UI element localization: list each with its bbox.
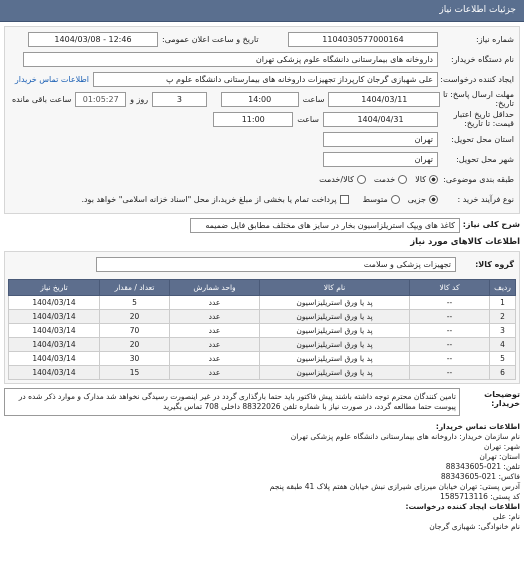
table-cell: عدد	[170, 366, 260, 380]
deadline-date-field: 1404/03/11	[328, 92, 440, 107]
page-header	[0, 0, 524, 22]
validity-label: حداقل تاریخ اعتبار قیمت: تا تاریخ:	[453, 110, 514, 128]
buyer-row	[8, 50, 516, 68]
goods-table-header	[9, 280, 516, 296]
table-cell: 15	[100, 366, 170, 380]
buyer-notes-field: تامین کنندگان محترم توجه داشته باشند پیش فاکتور باید حتما بارگذاری گردد در غیر اینصورت رسیدگی نخواهد شد مدارک و موارد ذکر شده در پیوست حتما مطالعه گردد، در صورت نیاز با شماره تلفن 88322026 داخلی 708 تماس بگیرید	[4, 388, 460, 416]
table-cell: 4	[490, 338, 516, 352]
table-cell: 1404/03/14	[9, 324, 100, 338]
table-cell: پد یا ورق استریلیزاسیون	[260, 366, 410, 380]
table-cell: پد یا ورق استریلیزاسیون	[260, 310, 410, 324]
table-cell: 20	[100, 310, 170, 324]
contact-line: نام سازمان خریدار: داروخانه های بیمارستانی دانشگاه علوم پزشکی تهران	[290, 432, 520, 441]
deadline-row	[8, 90, 516, 108]
goods-table	[8, 279, 516, 380]
buyer-contact-info	[4, 422, 520, 532]
table-cell: --	[410, 352, 490, 366]
contact-line: استان: تهران	[479, 452, 520, 461]
table-cell: 70	[100, 324, 170, 338]
need-number-field: 1104030577000164	[288, 32, 438, 47]
col-code: کد کالا	[410, 280, 490, 296]
creator-row	[8, 70, 516, 88]
contact-line: تلفن: 021-88343605	[445, 462, 520, 471]
category-row	[8, 170, 516, 188]
table-cell: 1404/03/14	[9, 338, 100, 352]
table-row	[9, 310, 516, 324]
deadline-time-field: 14:00	[221, 92, 299, 107]
table-cell: 5	[490, 352, 516, 366]
table-cell: 3	[490, 324, 516, 338]
process-row	[8, 190, 516, 208]
table-cell: --	[410, 366, 490, 380]
table-row	[9, 366, 516, 380]
announce-field: 1404/03/08 - 12:46	[28, 32, 158, 47]
process-label: نوع فرآیند خرید :	[457, 194, 514, 204]
table-cell: 1404/03/14	[9, 296, 100, 310]
table-cell: --	[410, 310, 490, 324]
validity-time-field: 11:00	[213, 112, 293, 127]
city-label: شهر محل تحویل:	[456, 154, 514, 164]
buyer-notes-row	[4, 388, 520, 416]
process-option-minor[interactable]: جزیی	[408, 195, 438, 204]
creator-field: علی شهبازی گرجان کارپرداز تجهیزات داروخانه های بیمارستانی دانشگاه علوم پ	[93, 72, 438, 87]
remaining-time-label: ساعت باقی مانده	[11, 94, 72, 104]
table-cell: پد یا ورق استریلیزاسیون	[260, 352, 410, 366]
table-cell: 1404/03/14	[9, 352, 100, 366]
table-cell: عدد	[170, 338, 260, 352]
table-cell: پد یا ورق استریلیزاسیون	[260, 338, 410, 352]
goods-section-title: اطلاعات کالاهای مورد نیاز	[410, 237, 520, 247]
contact-line: نام: علی	[492, 512, 520, 521]
category-option-goods-service[interactable]: کالا/خدمت	[319, 175, 366, 184]
buyer-field: داروخانه های بیمارستانی دانشگاه علوم پزشکی تهران	[23, 52, 438, 67]
table-row	[9, 352, 516, 366]
radio-selected-icon	[429, 175, 438, 184]
buyer-label: نام دستگاه خریدار:	[451, 54, 514, 64]
category-option-goods[interactable]: کالا	[415, 175, 438, 184]
need-summary-field: کاغذ های ویپک استریلزاسیون بخار در سایز های مختلف مطابق فایل ضمیمه	[190, 218, 460, 233]
page-title: جزئیات اطلاعات نیاز	[439, 5, 516, 15]
table-cell: 2	[490, 310, 516, 324]
validity-row	[8, 110, 516, 128]
contact-line: کد پستی: 1585713116	[440, 492, 520, 501]
goods-section	[4, 251, 520, 384]
category-label: طبقه بندی موضوعی:	[443, 174, 514, 184]
table-cell: عدد	[170, 352, 260, 366]
need-number-label: شماره نیاز:	[476, 34, 514, 44]
treasury-payment-checkbox[interactable]: پرداخت تمام یا بخشی از مبلغ خرید،از محل "اسناد خزانه اسلامی" خواهد بود.	[81, 195, 348, 204]
table-row	[9, 324, 516, 338]
col-qty: تعداد / مقدار	[100, 280, 170, 296]
deadline-time-label: ساعت	[302, 94, 325, 104]
contact-line: شهر: تهران	[483, 442, 520, 451]
radio-icon	[391, 195, 400, 204]
need-number-row	[8, 30, 516, 48]
contact-line: نام خانوادگی: شهبازی گرجان	[429, 522, 520, 531]
remaining-time-field: 01:05:27	[75, 92, 126, 107]
deadline-label: مهلت ارسال پاسخ: تا تاریخ:	[442, 90, 514, 108]
radio-selected-icon	[429, 195, 438, 204]
buyer-contact-link[interactable]: اطلاعات تماس خریدار	[14, 74, 89, 84]
province-label: استان محل تحویل:	[451, 134, 514, 144]
city-row	[8, 150, 516, 168]
city-field: تهران	[323, 152, 438, 167]
table-cell: 1	[490, 296, 516, 310]
need-info-section	[4, 26, 520, 214]
table-cell: عدد	[170, 324, 260, 338]
contact-line: آدرس پستی: تهران خیابان میرزای شیرازی نبش خیابان هفتم پلاک 41 طبقه پنجم	[269, 482, 520, 491]
table-row	[9, 296, 516, 310]
table-cell: 1404/03/14	[9, 366, 100, 380]
table-cell: --	[410, 324, 490, 338]
remaining-days-field: 3	[152, 92, 207, 107]
table-row	[9, 338, 516, 352]
table-cell: 30	[100, 352, 170, 366]
table-cell: 1404/03/14	[9, 310, 100, 324]
table-cell: عدد	[170, 310, 260, 324]
category-option-service[interactable]: خدمت	[374, 175, 407, 184]
validity-date-field: 1404/04/31	[323, 112, 438, 127]
goods-group-row	[8, 255, 516, 273]
radio-icon	[398, 175, 407, 184]
contact-line: اطلاعات ایجاد کننده درخواست:	[405, 502, 520, 511]
goods-group-label: گروه کالا:	[475, 259, 514, 269]
table-cell: 5	[100, 296, 170, 310]
table-cell: پد یا ورق استریلیزاسیون	[260, 296, 410, 310]
col-row: ردیف	[490, 280, 516, 296]
remaining-days-label: روز و	[130, 94, 149, 104]
table-cell: عدد	[170, 296, 260, 310]
checkbox-icon	[340, 195, 349, 204]
table-cell: 6	[490, 366, 516, 380]
goods-group-field: تجهیزات پزشکی و سلامت	[96, 257, 456, 272]
need-summary-row	[4, 218, 520, 233]
radio-icon	[357, 175, 366, 184]
province-row	[8, 130, 516, 148]
announce-label: تاریخ و ساعت اعلان عمومی:	[162, 34, 259, 44]
buyer-notes-label: توضیحات خریدار:	[484, 390, 520, 408]
table-cell: پد یا ورق استریلیزاسیون	[260, 324, 410, 338]
validity-time-label: ساعت	[297, 114, 319, 124]
col-date: تاریخ نیاز	[9, 280, 100, 296]
province-field: تهران	[323, 132, 438, 147]
process-option-medium[interactable]: متوسط	[363, 195, 400, 204]
table-cell: 20	[100, 338, 170, 352]
col-name: نام کالا	[260, 280, 410, 296]
col-unit: واحد شمارش	[170, 280, 260, 296]
contact-title: اطلاعات تماس خریدار:	[435, 422, 520, 431]
need-summary-label: شرح کلی نیاز:	[462, 220, 520, 229]
creator-label: ایجاد کننده درخواست:	[440, 74, 514, 84]
table-cell: --	[410, 296, 490, 310]
contact-line: فاکس: 021-88343605	[440, 472, 520, 481]
table-cell: --	[410, 338, 490, 352]
